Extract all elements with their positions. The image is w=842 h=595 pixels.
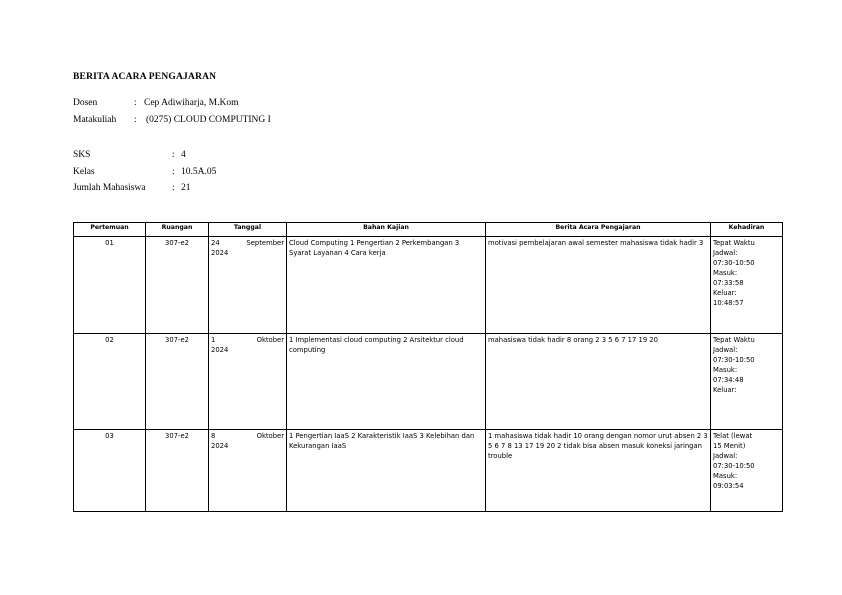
table-row (74, 430, 783, 512)
cell-tanggal (209, 430, 287, 512)
table-row (74, 237, 783, 334)
kehadiran-line: 07:30-10:50 (713, 259, 755, 267)
cell-berita-acara: mahasiswa tidak hadir 8 orang 2 3 5 6 7 17 19 20 (486, 334, 711, 430)
tanggal-month: Oktober (256, 336, 284, 344)
header-bahan-kajian: Bahan Kajian (287, 223, 486, 237)
jumlah-mahasiswa-colon: : (172, 183, 175, 193)
sks-value: 4 (181, 150, 186, 160)
header-ruangan: Ruangan (146, 223, 209, 237)
cell-bahan-kajian: Cloud Computing 1 Pengertian 2 Perkembangan 3 Syarat Layanan 4 Cara kerja (287, 237, 486, 334)
cell-tanggal (209, 237, 287, 334)
cell-bahan-kajian: 1 Pengertian IaaS 2 Karakteristik IaaS 3 Kelebihan dan Kekurangan IaaS (287, 430, 486, 512)
kehadiran-line: Tepat Waktu (713, 239, 755, 247)
kehadiran-line: 15 Menit) (713, 442, 746, 450)
cell-tanggal (209, 334, 287, 430)
document-title: BERITA ACARA PENGAJARAN (73, 72, 217, 82)
cell-pertemuan: 02 (74, 334, 146, 430)
berita-acara-table (73, 222, 783, 512)
kehadiran-line: Keluar: (713, 289, 737, 297)
tanggal-year: 2024 (211, 442, 229, 450)
tanggal-month: Oktober (256, 432, 284, 440)
dosen-colon: : (134, 98, 137, 108)
kelas-colon: : (172, 167, 175, 177)
tanggal-day: 1 (211, 336, 216, 344)
kelas-value: 10.5A.05 (181, 167, 217, 177)
tanggal-month: September (246, 239, 284, 247)
kehadiran-line: Masuk: (713, 269, 738, 277)
tanggal-year: 2024 (211, 249, 229, 257)
cell-pertemuan: 01 (74, 237, 146, 334)
kehadiran-line: 07:30-10:50 (713, 356, 755, 364)
sks-label: SKS (73, 150, 91, 160)
cell-ruangan: 307-e2 (146, 237, 209, 334)
cell-kehadiran (711, 237, 783, 334)
cell-pertemuan: 03 (74, 430, 146, 512)
matakuliah-label: Matakuliah (73, 115, 117, 125)
kehadiran-line: Masuk: (713, 472, 738, 480)
cell-ruangan: 307-e2 (146, 430, 209, 512)
kehadiran-line: Keluar: (713, 386, 737, 394)
table-header-row (74, 223, 783, 237)
dosen-value: Cep Adiwiharja, M.Kom (144, 98, 239, 108)
kehadiran-line: Masuk: (713, 366, 738, 374)
header-berita-acara: Berita Acara Pengajaran (486, 223, 711, 237)
cell-berita-acara: 1 mahasiswa tidak hadir 10 orang dengan nomor urut absen 2 3 5 6 7 8 13 17 19 20 2 tidak bisa absen masuk koneksi jaringan trouble (486, 430, 711, 512)
kehadiran-line: Jadwal: (713, 452, 738, 460)
cell-ruangan: 307-e2 (146, 334, 209, 430)
jumlah-mahasiswa-label: Jumlah Mahasiswa (73, 183, 146, 193)
tanggal-day: 8 (211, 432, 216, 440)
kehadiran-line: 07:33:58 (713, 279, 744, 287)
kehadiran-line: 07:34:48 (713, 376, 744, 384)
sks-colon: : (172, 150, 175, 160)
kehadiran-line: Tepat Waktu (713, 336, 755, 344)
header-tanggal: Tanggal (209, 223, 287, 237)
tanggal-year: 2024 (211, 346, 229, 354)
table-row (74, 334, 783, 430)
kehadiran-line: 07:30-10:50 (713, 462, 755, 470)
matakuliah-colon: : (134, 115, 137, 125)
kelas-label: Kelas (73, 167, 95, 177)
header-pertemuan: Pertemuan (74, 223, 146, 237)
matakuliah-value: (0275) CLOUD COMPUTING I (146, 115, 271, 125)
kehadiran-line: 09:03:54 (713, 482, 744, 490)
kehadiran-line: 10:48:57 (713, 299, 744, 307)
kehadiran-line: Jadwal: (713, 346, 738, 354)
kehadiran-line: Jadwal: (713, 249, 738, 257)
header-kehadiran: Kehadiran (711, 223, 783, 237)
cell-berita-acara: motivasi pembelajaran awal semester mahasiswa tidak hadir 3 (486, 237, 711, 334)
tanggal-day: 24 (211, 239, 220, 247)
dosen-label: Dosen (73, 98, 98, 108)
kehadiran-line: Telat (lewat (713, 432, 753, 440)
cell-kehadiran (711, 430, 783, 512)
cell-bahan-kajian: 1 Implementasi cloud computing 2 Arsitektur cloud computing (287, 334, 486, 430)
jumlah-mahasiswa-value: 21 (181, 183, 191, 193)
cell-kehadiran (711, 334, 783, 430)
